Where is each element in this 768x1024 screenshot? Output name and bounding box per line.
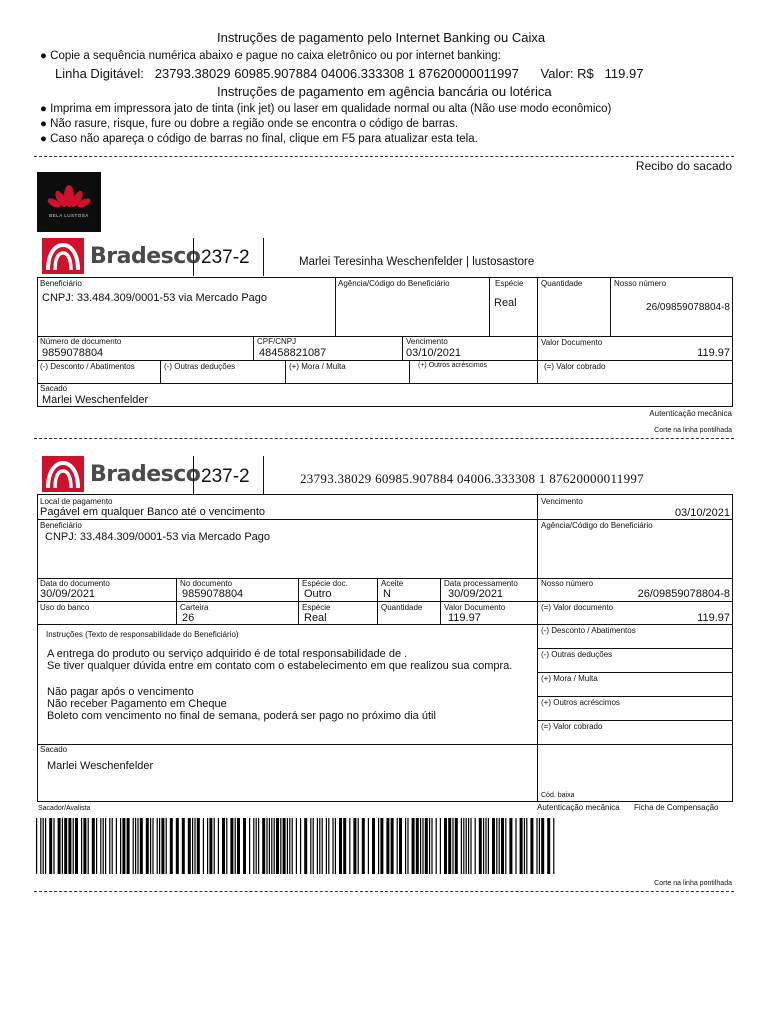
mora-label: (+) Mora / Multa <box>289 362 346 371</box>
mora-label: (+) Mora / Multa <box>541 674 598 683</box>
outros-acrescimos-label: (+) Outros acréscimos <box>418 362 488 369</box>
instrucao-line: Não pagar após o vencimento <box>47 686 194 698</box>
uso-banco-label: Uso do banco <box>40 603 90 612</box>
bank-code: 237-2 <box>201 466 250 487</box>
nosso-numero-value: 26/09859078804-8 <box>637 588 730 600</box>
title-agencia: Instruções de pagamento em agência bancária ou lotérica <box>217 84 552 99</box>
cpf-label: CPF/CNPJ <box>257 337 297 346</box>
sacado-label: Sacado <box>40 745 68 754</box>
bradesco-logo-icon <box>42 238 84 274</box>
vencimento-value: 03/10/2021 <box>406 347 462 359</box>
outras-deducoes-label: (-) Outras deduções <box>164 362 236 371</box>
linha-digitavel-label: Linha Digitável: <box>55 66 144 81</box>
local-value: Pagável em qualquer Banco até o vencimento <box>40 506 266 518</box>
carteira-label: Carteira <box>180 603 209 612</box>
data-doc-value: 30/09/2021 <box>40 588 96 600</box>
sacado-value: Marlei Weschenfelder <box>42 394 149 406</box>
instrucoes-label: Instruções (Texto de responsabilidade do Beneficiário) <box>46 630 239 639</box>
agencia-label: Agência/Código do Beneficiário <box>541 521 653 530</box>
especie-doc-label: Espécie doc. <box>302 579 348 588</box>
linha-digitavel-value[interactable]: 23793.38029 60985.907884 04006.333308 1 87620000011997 <box>154 66 519 81</box>
barcode <box>36 818 558 874</box>
store-logo <box>37 172 101 232</box>
valor-doc-label: Valor Documento <box>541 338 603 347</box>
beneficiario-value: CNPJ: 33.484.309/0001-53 via Mercado Pago <box>45 531 271 543</box>
bullet-copy: ● Copie a sequência numérica abaixo e pague no caixa eletrônico ou por internet banking: <box>40 50 501 62</box>
beneficiario-value: CNPJ: 33.484.309/0001-53 via Mercado Pago <box>42 292 268 304</box>
valor-doc-value: 119.97 <box>697 347 730 359</box>
outros-acrescimos-label: (+) Outros acréscimos <box>541 698 620 707</box>
cod-baixa-label: Cód. baixa <box>541 792 575 799</box>
sacador-label: Sacador/Avalista <box>38 805 91 812</box>
instrucao-line: Não receber Pagamento em Cheque <box>47 698 227 710</box>
corte-label: Corte na linha pontilhada <box>654 880 732 887</box>
no-doc-label: No documento <box>180 579 233 588</box>
vencimento-label: Vencimento <box>406 337 448 346</box>
nosso-numero-label: Nosso número <box>614 279 667 288</box>
sacado-value: Marlei Weschenfelder <box>47 760 154 772</box>
bullet-item: ● Imprima em impressora jato de tinta (ink jet) ou laser em qualidade normal ou alta (Não use modo econômico) <box>40 103 612 115</box>
instrucao-line: Se tiver qualquer dúvida entre em contato com o estabelecimento em que realizou sua compra. <box>47 660 513 672</box>
beneficiario-label: Beneficiário <box>40 521 82 530</box>
bullet-text: Não rasure, risque, fure ou dobre a região onde se encontra o código de barras. <box>50 118 459 130</box>
nosso-numero-value: 26/09859078804-8 <box>646 302 730 313</box>
lotus-icon <box>37 172 101 232</box>
valor-doc-value: 119.97 <box>448 612 481 624</box>
cpf-value: 48458821087 <box>259 347 327 359</box>
data-doc-label: Data do documento <box>40 579 110 588</box>
valor-value: 119.97 <box>604 66 644 81</box>
data-proc-label: Data processamento <box>444 579 518 588</box>
num-doc-value: 9859078804 <box>42 347 104 359</box>
num-doc-label: Número de documento <box>40 337 122 346</box>
bullet-item: ● Não rasure, risque, fure ou dobre a região onde se encontra o código de barras. <box>40 118 459 130</box>
bradesco-logo-icon <box>42 456 84 492</box>
no-doc-value: 9859078804 <box>182 588 244 600</box>
valor-cobrado-label: (=) Valor cobrado <box>541 722 603 731</box>
especie-label: Espécie <box>302 603 331 612</box>
especie-label: Espécie <box>495 279 524 288</box>
valor-documento-value: 119.97 <box>697 612 730 624</box>
data-proc-value: 30/09/2021 <box>448 588 504 600</box>
copy-instruction-text: Copie a sequência numérica abaixo e pague no caixa eletrônico ou por internet banking: <box>50 50 501 62</box>
bullet-text: Imprima em impressora jato de tinta (ink jet) ou laser em qualidade normal ou alta (Não use modo econômico) <box>50 103 612 115</box>
bullet-text: Caso não apareça o código de barras no final, clique em F5 para atualizar esta tela. <box>50 133 478 145</box>
autenticacao-label: Autenticação mecânica <box>649 409 732 418</box>
vencimento-value: 03/10/2021 <box>674 507 730 519</box>
vencimento-label: Vencimento <box>541 497 583 506</box>
aceite-label: Aceite <box>381 579 404 588</box>
quantidade-label: Quantidade <box>541 279 583 288</box>
nosso-numero-label: Nosso número <box>541 579 594 588</box>
quantidade-label: Quantidade <box>381 603 423 612</box>
beneficiario-label: Beneficiário <box>40 279 82 288</box>
bank-name: Bradesco <box>90 244 201 269</box>
cut-line <box>34 156 734 157</box>
especie-value: Real <box>494 297 517 309</box>
instrucao-line: Boleto com vencimento no final de semana, poderá ser pago no próximo dia útil <box>47 710 436 722</box>
desconto-label: (-) Desconto / Abatimentos <box>541 626 636 635</box>
valor-cobrado-label: (=) Valor cobrado <box>544 362 606 371</box>
bank-name: Bradesco <box>90 462 201 487</box>
local-label: Local de pagamento <box>40 497 113 506</box>
title-internet-banking: Instruções de pagamento pelo Internet Banking ou Caixa <box>217 30 546 45</box>
ficha-linha-digitavel[interactable]: 23793.38029 60985.907884 04006.333308 1 87620000011997 <box>300 471 644 486</box>
ficha-compensacao-label: Ficha de Compensação <box>634 803 719 812</box>
agencia-label: Agência/Código do Beneficiário <box>338 279 450 288</box>
store-logo-text: BELA LUSTOSA <box>49 213 89 218</box>
aceite-value: N <box>383 588 391 600</box>
instrucao-line: A entrega do produto ou serviço adquirido é de total responsabilidade de . <box>47 648 408 660</box>
receipt-title: Recibo do sacado <box>635 159 732 173</box>
autenticacao-label: Autenticação mecânica <box>537 803 620 812</box>
valor-doc-label: Valor Documento <box>444 603 506 612</box>
cut-line <box>34 438 734 439</box>
linha-digitavel-row <box>55 66 643 81</box>
especie-value: Real <box>304 612 327 624</box>
desconto-label: (-) Desconto / Abatimentos <box>40 362 135 371</box>
cut-line <box>34 891 734 892</box>
bullet-item: ● Caso não apareça o código de barras no final, clique em F5 para atualizar esta tela. <box>40 133 478 145</box>
corte-label: Corte na linha pontilhada <box>654 427 732 434</box>
outras-deducoes-label: (-) Outras deduções <box>541 650 613 659</box>
valor-label: Valor: R$ <box>540 66 594 81</box>
valor-documento-label: (=) Valor documento <box>541 603 614 612</box>
bank-code: 237-2 <box>201 247 250 268</box>
especie-doc-value: Outro <box>304 588 332 600</box>
pagador-header: Marlei Teresinha Weschenfelder | lustosastore <box>299 256 535 268</box>
carteira-value: 26 <box>182 612 195 624</box>
sacado-label: Sacado <box>40 384 68 393</box>
